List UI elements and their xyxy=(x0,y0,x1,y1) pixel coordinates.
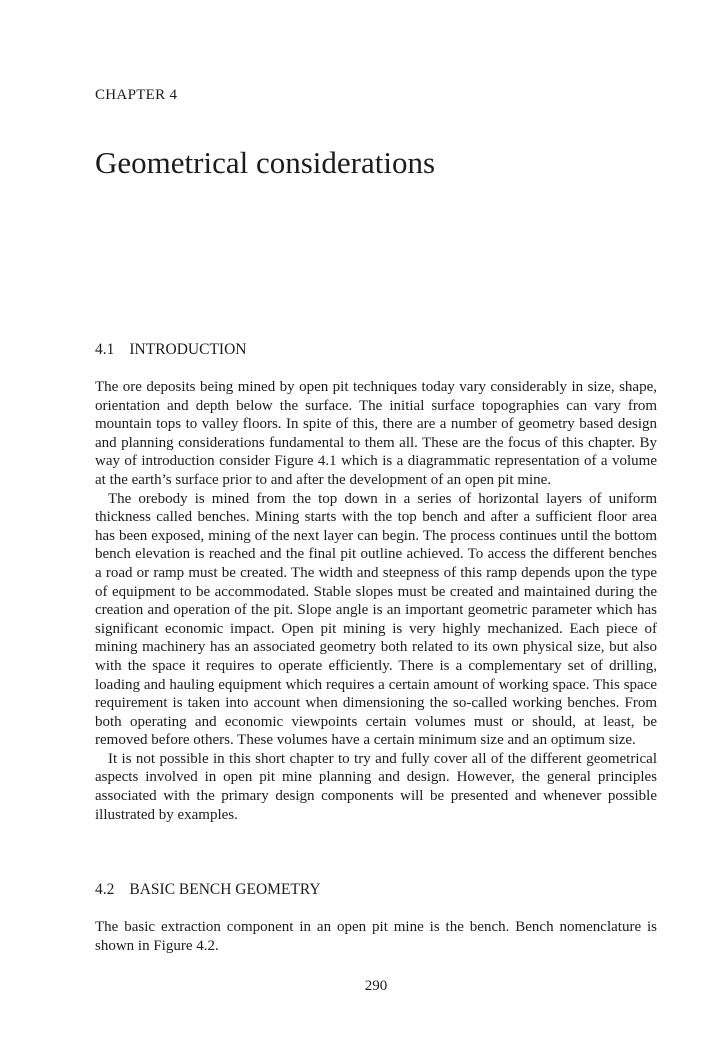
chapter-title: Geometrical considerations xyxy=(95,145,436,180)
section-body-4-1 xyxy=(95,378,657,824)
page-number: 290 xyxy=(364,978,388,994)
section-title: BASIC BENCH GEOMETRY xyxy=(129,881,321,898)
section-body-4-2 xyxy=(95,918,657,955)
paragraph: The ore deposits being mined by open pit techniques today vary considerably in size, shape, orientation and depth below the surface. The initial surface topographies can vary from mountain tops to valley floors. In spite of this, there are a number of geometry based design and planning considerations fundamental to them all. These are the focus of this chapter. By way of introduction consider Figure 4.1 which is a diagrammatic representation of a volume at the earth’s surface prior to and after the development of an open pit mine. xyxy=(95,379,657,488)
paragraph: The basic extraction component in an open pit mine is the bench. Bench nomenclature is shown in Figure 4.2. xyxy=(95,919,657,954)
section-number: 4.2 xyxy=(95,881,115,898)
chapter-label: CHAPTER 4 xyxy=(95,87,178,103)
section-number: 4.1 xyxy=(95,341,115,358)
section-title: INTRODUCTION xyxy=(129,341,247,358)
section-heading-4-1 xyxy=(95,341,657,360)
paragraph: It is not possible in this short chapter to try and fully cover all of the different geometrical aspects involved in open pit mine planning and design. However, the general principles associated with the primary design components will be presented and whenever possible illustrated by examples. xyxy=(95,750,657,823)
paragraph: The orebody is mined from the top down in a series of horizontal layers of uniform thickness called benches. Mining starts with the top bench and after a sufficient floor area has been exposed, mining of the next layer can begin. The process continues until the bottom bench elevation is reached and the final pit outline achieved. To access the different benches a road or ramp must be created. The width and steepness of this ramp depends upon the type of equipment to be accommodated. Stable slopes must be created and maintained during the creation and operation of the pit. Slope angle is an important geometric parameter which has significant economic impact. Open pit mining is very highly mechanized. Each piece of mining machinery has an associated geometry both related to its own physical size, but also with the space it requires to operate efficiently. There is a complementary set of drilling, loading and hauling equipment which requires a certain amount of working space. This space requirement is taken into account when dimensioning the so-called working benches. From both operating and economic viewpoints certain volumes must or should, at least, be removed before others. These volumes have a certain minimum size and an optimum size. xyxy=(95,490,657,749)
section-heading-4-2 xyxy=(95,881,657,900)
